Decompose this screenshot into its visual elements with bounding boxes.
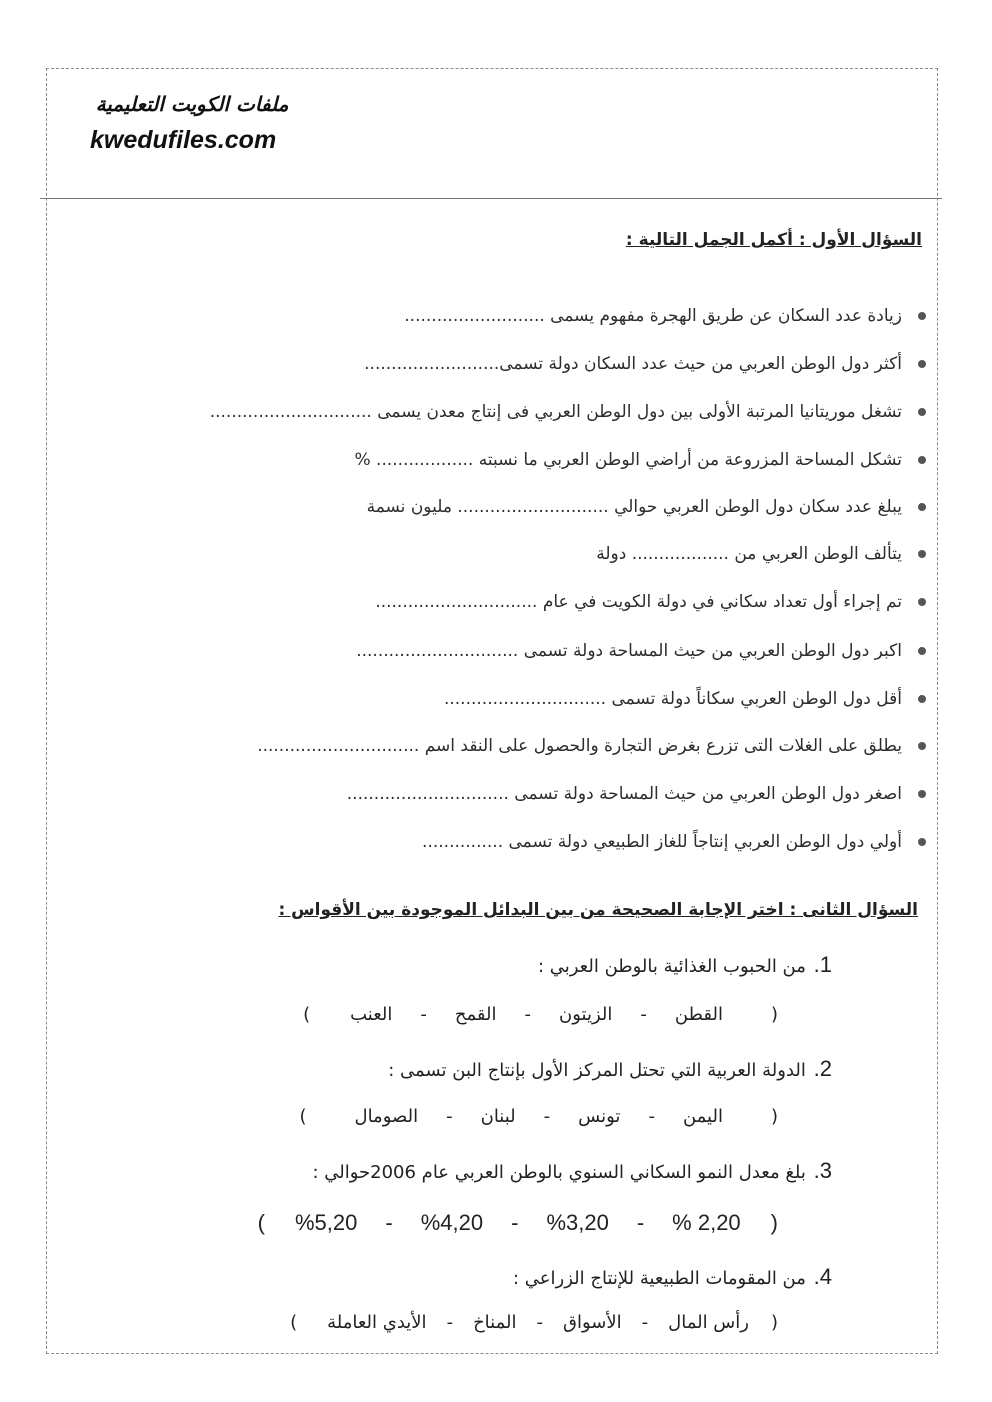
bullet-icon — [918, 790, 926, 798]
option: المناخ — [473, 1312, 517, 1333]
bullet-icon — [918, 456, 926, 464]
option: العنب — [350, 1004, 393, 1025]
mcq-question: 4. من المقومات الطبيعية للإنتاج الزراعي : — [513, 1264, 832, 1289]
bullet-icon — [918, 408, 926, 416]
option: %3,20 — [546, 1210, 609, 1235]
site-url: kwedufiles.com — [90, 126, 277, 154]
bullet-icon — [918, 838, 926, 846]
option: لبنان — [480, 1106, 516, 1127]
option: الزيتون — [559, 1004, 613, 1025]
question-2-title: السؤال الثانى : اختر الإجابة الصحيحة من بين البدائل الموجودة بين الأقواس : — [278, 900, 918, 920]
mcq-question: 1. من الحبوب الغذائية بالوطن العربي : — [537, 952, 832, 977]
fill-item: يطلق على الغلات التى تزرع بغرض التجارة والحصول على النقد اسم .............................. — [257, 736, 926, 756]
fill-item: تشغل موريتانيا المرتبة الأولى بين دول الوطن العربي فى إنتاج معدن يسمى .............................. — [210, 402, 926, 422]
mcq-options: ( اليمن - تونس - لبنان - الصومال ) — [299, 1106, 778, 1127]
header-divider — [40, 198, 942, 199]
fill-item: يتألف الوطن العربي من .................. دولة — [596, 544, 926, 564]
fill-item: تم إجراء أول تعداد سكاني في دولة الكويت في عام .............................. — [375, 592, 926, 612]
question-1-title: السؤال الأول : أكمل الجمل التالية : — [625, 230, 922, 250]
bullet-icon — [918, 360, 926, 368]
bullet-icon — [918, 695, 926, 703]
fill-item: تشكل المساحة المزروعة من أراضي الوطن العربي ما نسبته .................. % — [354, 450, 926, 470]
option: 2,20 % — [672, 1210, 741, 1235]
fill-item: أقل دول الوطن العربي سكاناً دولة تسمى .............................. — [444, 689, 926, 709]
mcq-question: 2. الدولة العربية التي تحتل المركز الأول بإنتاج البن تسمى : — [388, 1056, 832, 1081]
option: %5,20 — [295, 1210, 358, 1235]
mcq-options: ( القطن - الزيتون - القمح - العنب ) — [303, 1004, 778, 1025]
option: اليمن — [682, 1106, 723, 1127]
bullet-icon — [918, 647, 926, 655]
mcq-options: ( 2,20 % - %3,20 - %4,20 - %5,20 ) — [257, 1210, 778, 1235]
mcq-question: 3. بلغ معدل النمو السكاني السنوي بالوطن العربي عام 2006حوالي : — [312, 1158, 832, 1183]
fill-item: اصغر دول الوطن العربي من حيث المساحة دولة تسمى .............................. — [347, 784, 926, 804]
option: الصومال — [354, 1106, 419, 1127]
option: الأيدي العاملة — [327, 1312, 427, 1333]
option: الأسواق — [563, 1312, 622, 1333]
option: رأس المال — [668, 1312, 749, 1333]
option: القطن — [674, 1004, 723, 1025]
mcq-options: ( رأس المال - الأسواق - المناخ - الأيدي العاملة ) — [290, 1312, 778, 1333]
bullet-icon — [918, 550, 926, 558]
option: %4,20 — [420, 1210, 484, 1235]
fill-item: اكبر دول الوطن العربي من حيث المساحة دولة تسمى .............................. — [356, 641, 926, 661]
bullet-icon — [918, 598, 926, 606]
fill-item: أولي دول الوطن العربي إنتاجاً للغاز الطبيعي دولة تسمى ............... — [422, 832, 926, 852]
option: القمح — [454, 1004, 497, 1025]
fill-item: يبلغ عدد سكان دول الوطن العربي حوالي ............................ مليون نسمة — [367, 497, 926, 517]
option: تونس — [578, 1106, 621, 1127]
site-name: ملفات الكويت التعليمية — [95, 92, 289, 116]
bullet-icon — [918, 742, 926, 750]
fill-item: زيادة عدد السكان عن طريق الهجرة مفهوم يسمى .......................... — [404, 306, 926, 326]
bullet-icon — [918, 503, 926, 511]
fill-item: أكثر دول الوطن العربي من حيث عدد السكان دولة تسمى......................... — [364, 354, 926, 374]
bullet-icon — [918, 312, 926, 320]
